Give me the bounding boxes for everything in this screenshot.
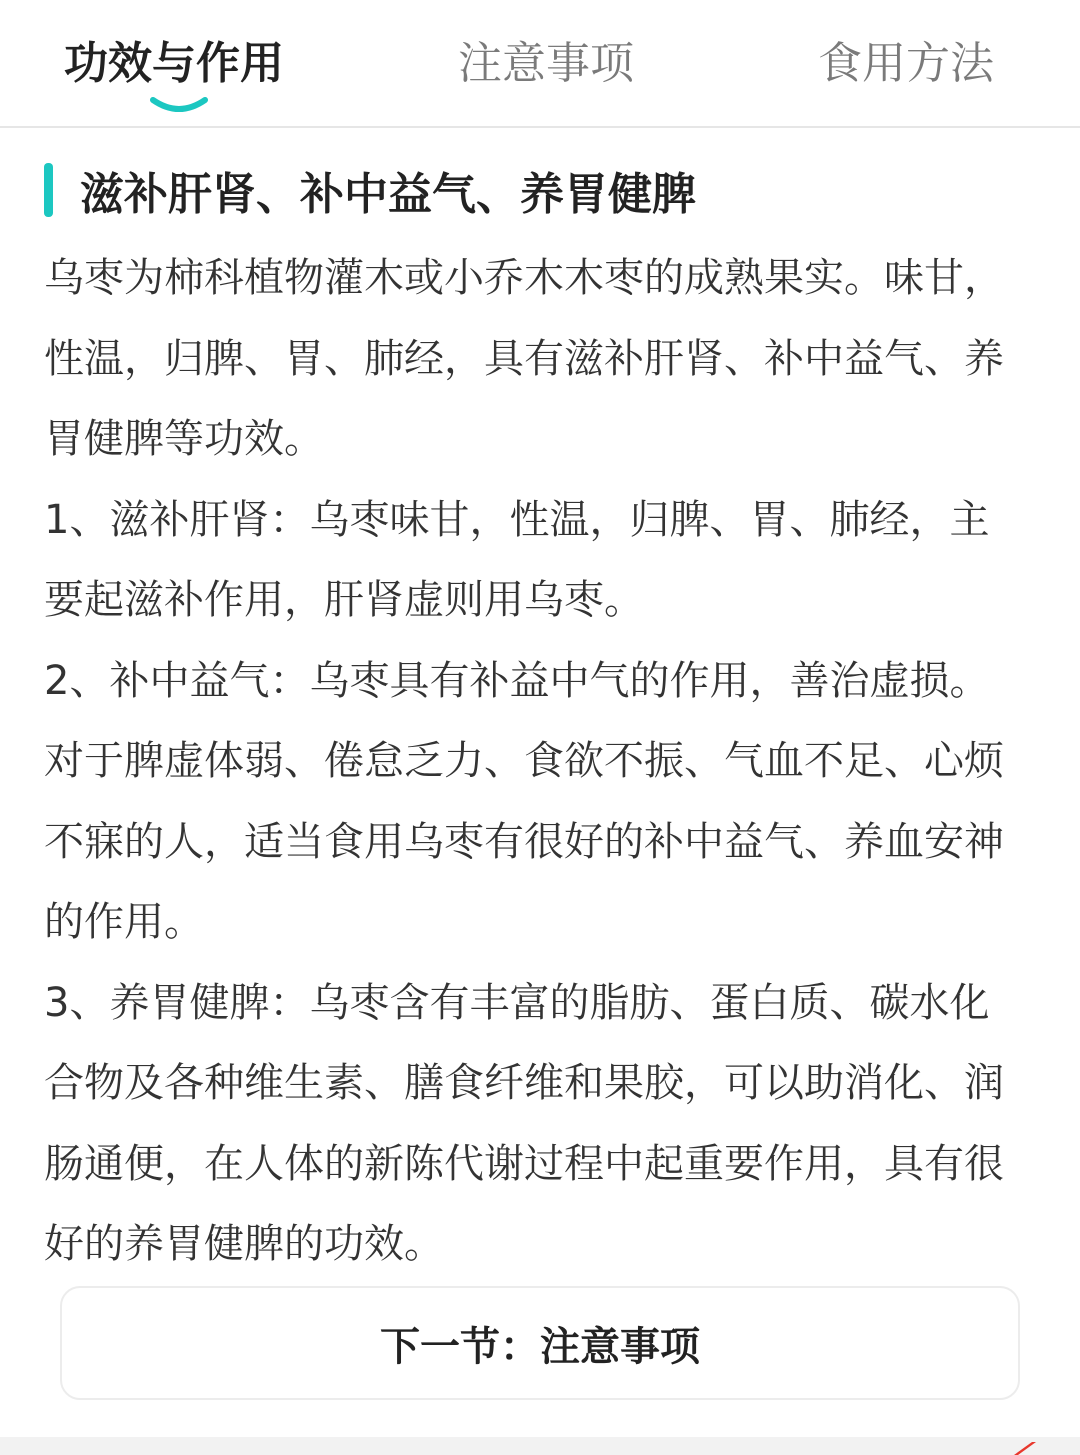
corner-mark-icon bbox=[1012, 1442, 1036, 1455]
heading-accent-bar bbox=[44, 163, 53, 217]
section-title: 滋补肝肾、补中益气、养胃健脾 bbox=[80, 169, 696, 220]
next-section-button[interactable]: 下一节：注意事项 bbox=[60, 1286, 1020, 1400]
tab-precautions[interactable]: 注意事项 bbox=[458, 38, 634, 89]
tab-efficacy[interactable]: 功效与作用 bbox=[64, 38, 284, 89]
paragraph-point-1: 1、滋补肝肾：乌枣味甘，性温，归脾、胃、肺经，主要起滋补作用，肝肾虚则用乌枣。 bbox=[44, 496, 990, 623]
article-body bbox=[44, 238, 1028, 1285]
paragraph-point-3: 3、养胃健脾：乌枣含有丰富的脂肪、蛋白质、碳水化合物及各种维生素、膳食纤维和果胶，可以助消化、润肠通便，在人体的新陈代谢过程中起重要作用，具有很好的养胃健脾的功效。 bbox=[44, 979, 1004, 1267]
paragraph-point-2: 2、补中益气：乌枣具有补益中气的作用，善治虚损。对于脾虚体弱、倦怠乏力、食欲不振、气血不足、心烦不寐的人，适当食用乌枣有很好的补中益气、养血安神的作用。 bbox=[44, 657, 1004, 945]
bottom-strip bbox=[0, 1437, 1080, 1455]
tab-usage[interactable]: 食用方法 bbox=[818, 38, 994, 89]
section-heading bbox=[44, 160, 696, 220]
paragraph-intro: 乌枣为柿科植物灌木或小乔木木枣的成熟果实。味甘，性温，归脾、胃、肺经，具有滋补肝肾、补中益气、养胃健脾等功效。 bbox=[44, 255, 1004, 462]
smile-underline-icon bbox=[149, 96, 209, 114]
tab-bar bbox=[0, 0, 1080, 128]
